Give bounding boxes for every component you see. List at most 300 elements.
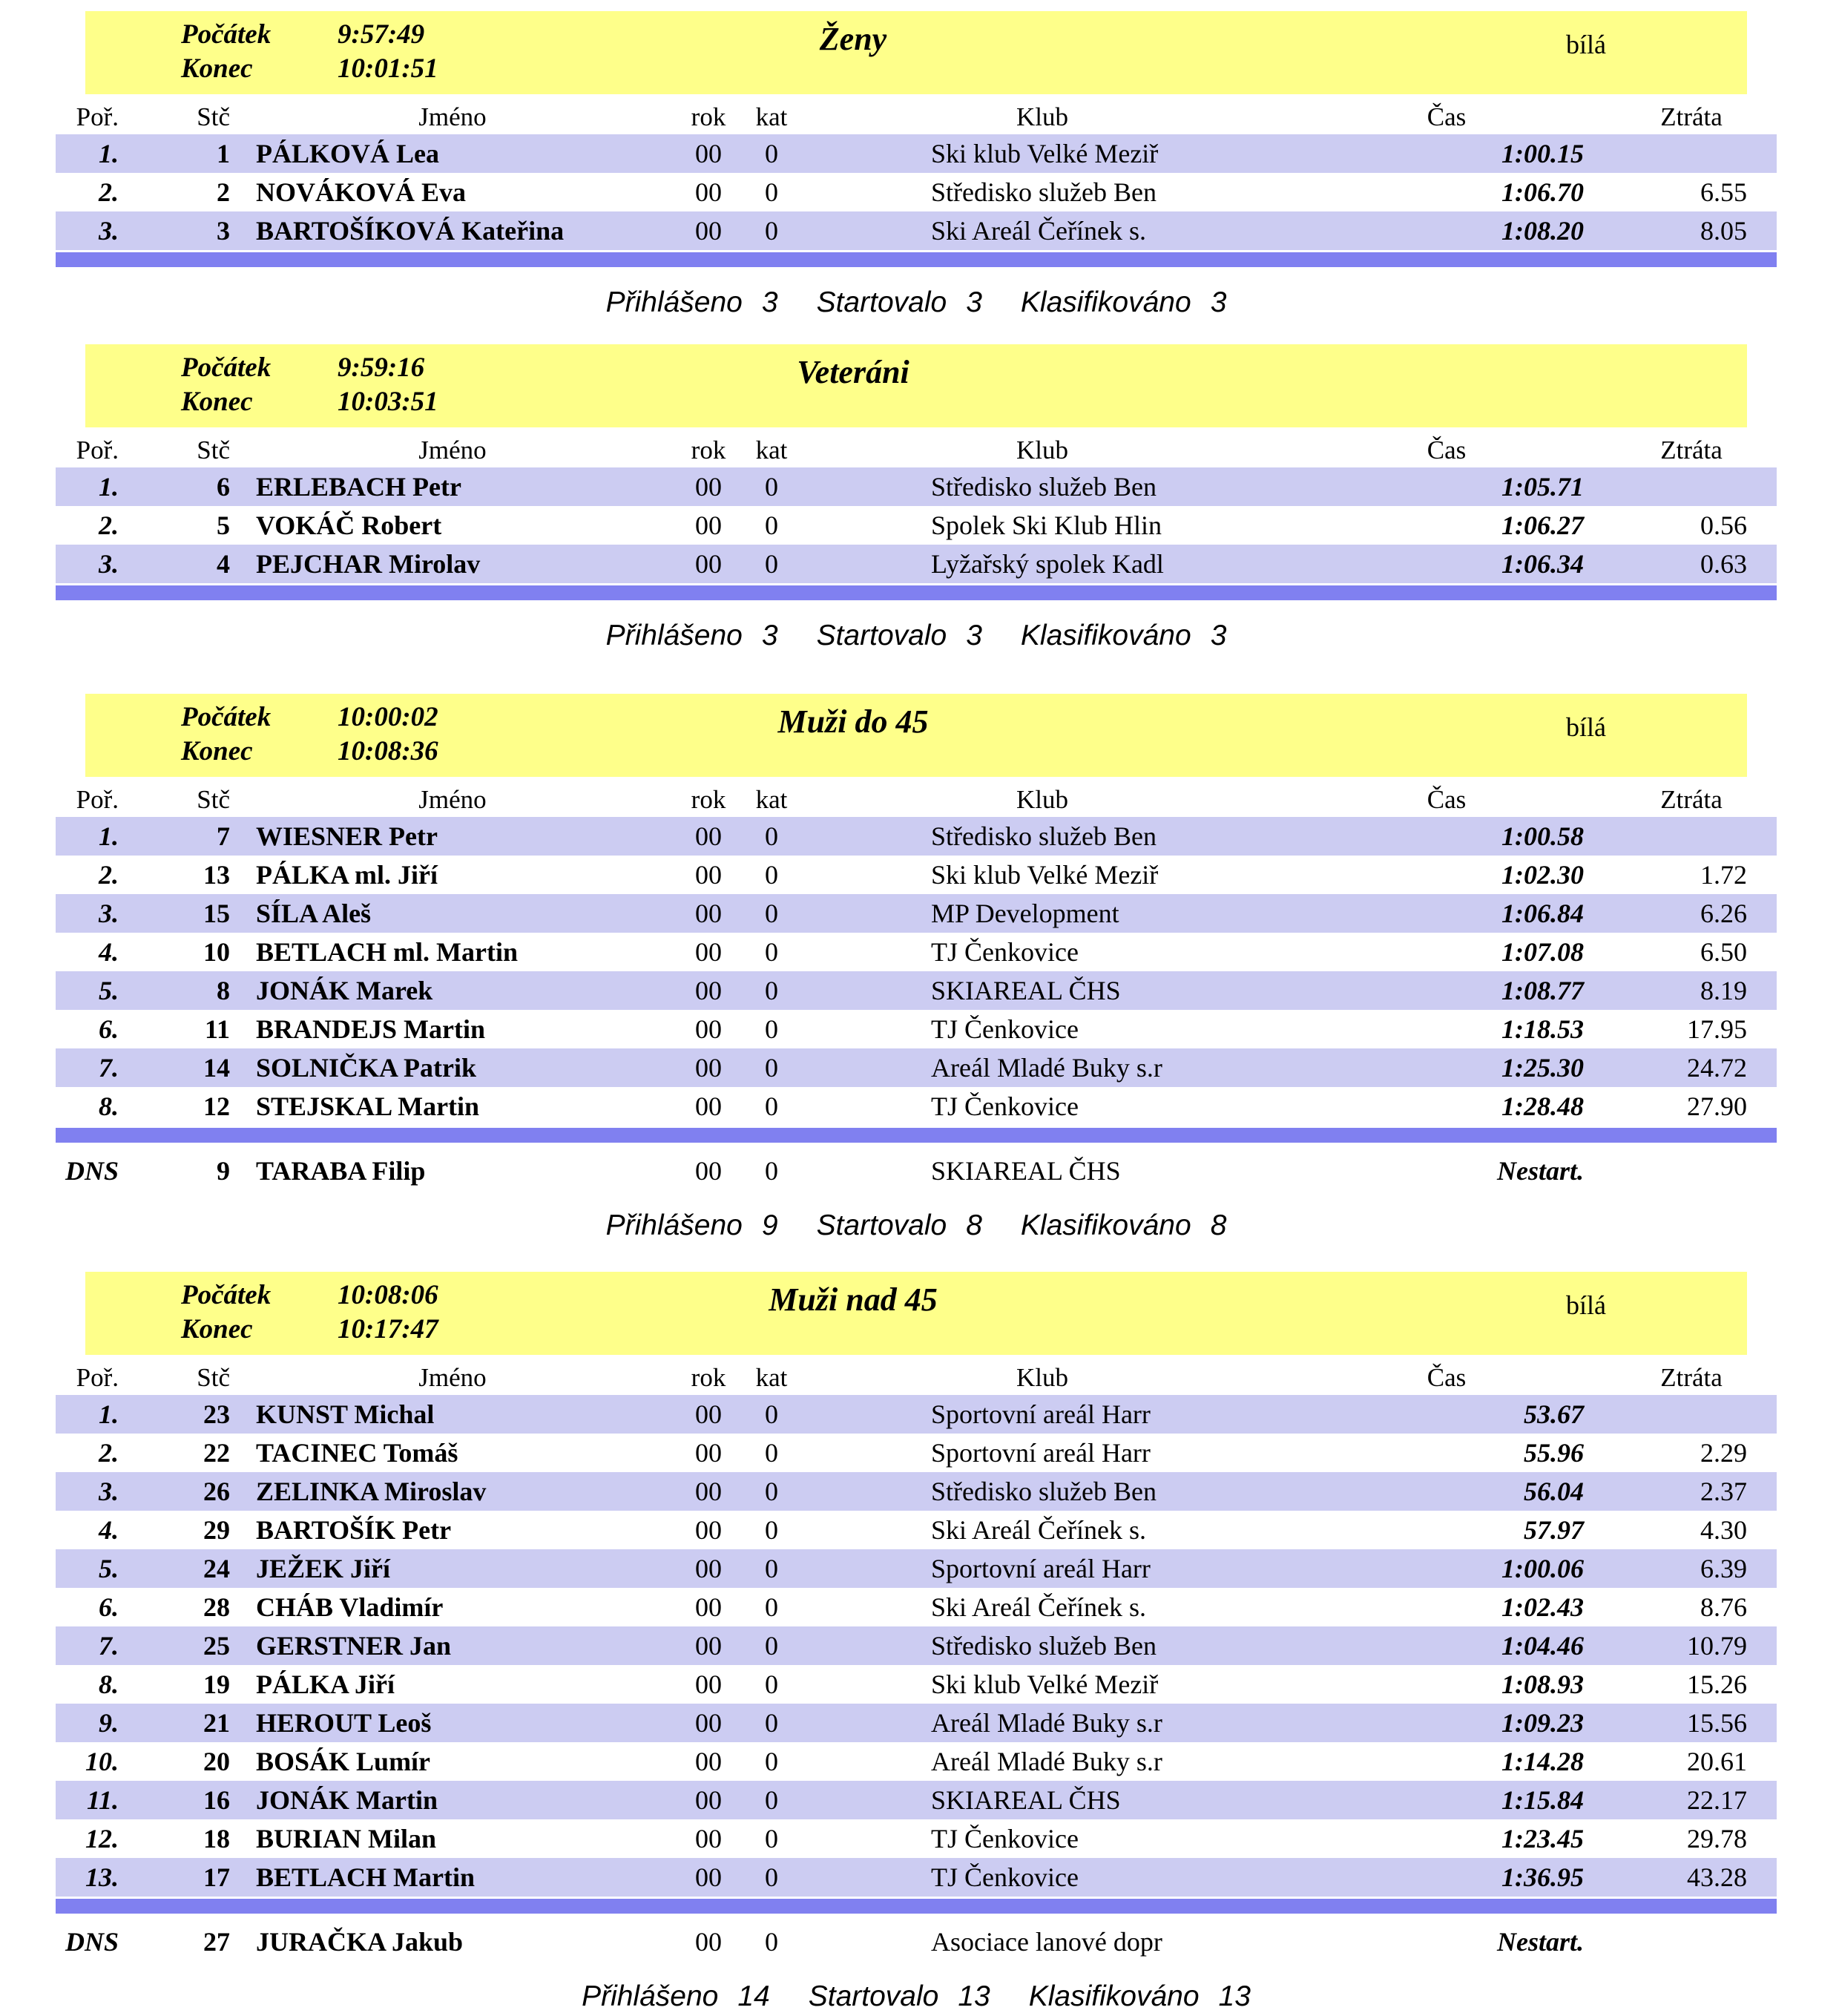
year-cell: 00 [695,216,722,246]
club-cell: TJ Čenkovice [931,1091,1079,1121]
course-note: bílá [1566,712,1606,742]
rank-cell: 1. [99,472,119,502]
rank-cell: 11. [86,1785,119,1815]
course-note: bílá [1566,1290,1606,1320]
started-count: 3 [966,620,982,651]
bib-cell: 22 [203,1438,230,1468]
result-row [56,1704,1777,1742]
result-row [56,894,1777,933]
name-cell: BOSÁK Lumír [256,1747,431,1776]
club-cell: Ski Areál Čeřínek s. [931,1515,1146,1545]
classified-count: 13 [1218,1980,1251,2012]
time-cell: 1:00.58 [1501,821,1584,851]
time-cell: Nestart. [1497,1156,1584,1186]
start-label: Počátek [181,1280,272,1310]
registered-count: 3 [761,620,778,651]
col-header-name: Jméno [418,1363,487,1392]
bib-cell: 1 [217,139,230,168]
result-row [56,1511,1777,1549]
course-note: bílá [1566,30,1606,59]
result-row [56,1472,1777,1511]
category-section [0,694,1839,1242]
cat-cell: 0 [765,1824,778,1854]
result-row [56,173,1777,211]
rank-cell: 7. [99,1631,119,1661]
year-cell: 00 [695,1747,722,1776]
name-cell: HEROUT Leoš [256,1708,432,1738]
bib-cell: 4 [217,549,230,579]
category-title: Ženy [819,21,887,57]
cat-cell: 0 [765,177,778,207]
col-header-time: Čas [1427,436,1467,464]
club-cell: Areál Mladé Buky s.r [931,1053,1162,1083]
col-header-year: rok [691,785,726,814]
time-cell: 1:00.15 [1501,139,1584,168]
year-cell: 00 [695,976,722,1005]
registered-label: Přihlášeno [605,620,743,651]
club-cell: TJ Čenkovice [931,937,1079,967]
time-cell: 1:05.71 [1501,472,1584,502]
result-row [56,1781,1777,1819]
rank-cell: 10. [85,1747,119,1776]
name-cell: BURIAN Milan [256,1824,437,1854]
time-cell: 1:08.77 [1501,976,1584,1005]
gap-cell: 10.79 [1687,1631,1747,1661]
bib-cell: 25 [203,1631,230,1661]
name-cell: JURAČKA Jakub [256,1927,464,1957]
bib-cell: 13 [203,860,230,890]
time-cell: 1:07.08 [1501,937,1584,967]
col-header-year: rok [691,102,726,131]
name-cell: JONÁK Martin [256,1785,438,1815]
category-header-band [85,344,1747,427]
club-cell: Sportovní areál Harr [931,1399,1151,1429]
started-label: Startovalo [816,1209,947,1241]
year-cell: 00 [695,549,722,579]
club-cell: Středisko služeb Ben [931,177,1157,207]
time-cell: 1:04.46 [1501,1631,1584,1661]
club-cell: TJ Čenkovice [931,1862,1079,1892]
rank-cell: 2. [99,1438,119,1468]
cat-cell: 0 [765,1156,778,1186]
result-row [56,1010,1777,1048]
rank-cell: 3. [99,216,119,246]
gap-cell: 1.72 [1700,860,1747,890]
cat-cell: 0 [765,1053,778,1083]
col-header-rank: Poř. [76,102,119,131]
separator-bar [56,252,1777,267]
cat-cell: 0 [765,1785,778,1815]
start-label: Počátek [181,702,272,732]
club-cell: Ski klub Velké Meziř [931,860,1159,890]
started-label: Startovalo [816,286,947,318]
year-cell: 00 [695,1824,722,1854]
col-header-name: Jméno [418,785,487,814]
name-cell: WIESNER Petr [256,821,438,851]
cat-cell: 0 [765,899,778,928]
rank-cell: 3. [99,1477,119,1506]
rank-cell: 8. [99,1091,119,1121]
end-label: Konec [181,1314,253,1344]
result-row [56,1742,1777,1781]
name-cell: PÁLKOVÁ Lea [256,139,439,168]
col-header-gap: Ztráta [1660,436,1723,464]
bib-cell: 3 [217,216,230,246]
end-time-value: 10:03:51 [338,387,438,417]
bib-cell: 23 [203,1399,230,1429]
bib-cell: 8 [217,976,230,1005]
year-cell: 00 [695,821,722,851]
bib-cell: 17 [203,1862,230,1892]
bib-cell: 27 [203,1927,230,1957]
result-row [56,1665,1777,1704]
year-cell: 00 [695,1399,722,1429]
year-cell: 00 [695,1014,722,1044]
time-cell: 1:14.28 [1501,1747,1584,1776]
time-cell: 1:25.30 [1501,1053,1584,1083]
time-cell: 1:02.43 [1501,1592,1584,1622]
classified-label: Klasifikováno [1020,286,1191,318]
name-cell: NOVÁKOVÁ Eva [256,177,467,207]
time-cell: 55.96 [1524,1438,1584,1468]
col-header-cat: kat [755,785,788,814]
col-header-cat: kat [755,1363,788,1392]
club-cell: Středisko služeb Ben [931,1631,1157,1661]
club-cell: Ski klub Velké Meziř [931,139,1159,168]
rank-cell: 5. [99,976,119,1005]
gap-cell: 29.78 [1687,1824,1747,1854]
rank-cell: DNS [65,1927,119,1957]
gap-cell: 15.56 [1687,1708,1747,1738]
category-section [0,11,1839,319]
summary-line [56,1209,1777,1242]
time-cell: 1:08.93 [1501,1669,1584,1699]
time-cell: 1:00.06 [1501,1554,1584,1583]
category-title: Veteráni [797,354,909,390]
cat-cell: 0 [765,1747,778,1776]
started-label: Startovalo [808,1980,939,2012]
rank-cell: 13. [85,1862,119,1892]
classified-label: Klasifikováno [1028,1980,1200,2012]
col-header-club: Klub [1016,436,1068,464]
result-row [56,1858,1777,1897]
time-cell: 1:18.53 [1501,1014,1584,1044]
name-cell: SÍLA Aleš [256,899,372,928]
time-cell: 1:06.27 [1501,510,1584,540]
col-header-name: Jméno [418,102,487,131]
name-cell: TACINEC Tomáš [256,1438,458,1468]
classified-label: Klasifikováno [1020,620,1191,651]
club-cell: TJ Čenkovice [931,1014,1079,1044]
club-cell: Areál Mladé Buky s.r [931,1747,1162,1776]
registered-label: Přihlášeno [605,1209,743,1241]
name-cell: GERSTNER Jan [256,1631,452,1661]
cat-cell: 0 [765,821,778,851]
time-cell: 1:06.84 [1501,899,1584,928]
result-row [56,933,1777,971]
end-label: Konec [181,53,253,84]
name-cell: BETLACH ml. Martin [256,937,519,967]
bib-cell: 24 [203,1554,230,1583]
result-row [56,1549,1777,1588]
name-cell: BETLACH Martin [256,1862,476,1892]
category-header-band [85,694,1747,777]
registered-label: Přihlášeno [582,1980,719,2012]
time-cell: 1:08.20 [1501,216,1584,246]
gap-cell: 22.17 [1687,1785,1747,1815]
year-cell: 00 [695,1053,722,1083]
year-cell: 00 [695,1785,722,1815]
rank-cell: 1. [99,1399,119,1429]
category-section [0,344,1839,652]
result-row [56,211,1777,250]
name-cell: SOLNIČKA Patrik [256,1053,477,1083]
cat-cell: 0 [765,860,778,890]
time-cell: 1:09.23 [1501,1708,1584,1738]
result-row [56,971,1777,1010]
column-header-row [56,1361,1777,1395]
name-cell: ERLEBACH Petr [256,472,461,502]
result-row [56,1626,1777,1665]
bib-cell: 15 [203,899,230,928]
gap-cell: 2.29 [1700,1438,1747,1468]
time-cell: 1:06.70 [1501,177,1584,207]
year-cell: 00 [695,1862,722,1892]
col-header-rank: Poř. [76,1363,119,1392]
results-table [56,433,1777,652]
year-cell: 00 [695,510,722,540]
cat-cell: 0 [765,549,778,579]
year-cell: 00 [695,1927,722,1957]
started-label: Startovalo [816,620,947,651]
year-cell: 00 [695,472,722,502]
col-header-year: rok [691,436,726,464]
cat-cell: 0 [765,1399,778,1429]
club-cell: TJ Čenkovice [931,1824,1079,1854]
cat-cell: 0 [765,1669,778,1699]
cat-cell: 0 [765,976,778,1005]
bib-cell: 5 [217,510,230,540]
result-row [56,817,1777,856]
bib-cell: 9 [217,1156,230,1186]
cat-cell: 0 [765,1515,778,1545]
cat-cell: 0 [765,139,778,168]
gap-cell: 6.50 [1700,937,1747,967]
classified-label: Klasifikováno [1020,1209,1191,1241]
gap-cell: 8.76 [1700,1592,1747,1622]
column-header-row [56,783,1777,817]
col-header-time: Čas [1427,1363,1467,1392]
col-header-bib: Stč [197,102,230,131]
dns-row [56,1923,1777,1961]
end-label: Konec [181,387,253,417]
column-header-row [56,100,1777,134]
started-count: 8 [966,1209,982,1241]
bib-cell: 7 [217,821,230,851]
time-cell: 53.67 [1524,1399,1584,1429]
col-header-gap: Ztráta [1660,785,1723,814]
rank-cell: 5. [99,1554,119,1583]
rank-cell: 2. [99,177,119,207]
gap-cell: 17.95 [1687,1014,1747,1044]
cat-cell: 0 [765,1592,778,1622]
cat-cell: 0 [765,216,778,246]
col-header-bib: Stč [197,436,230,464]
rank-cell: 4. [99,937,119,967]
cat-cell: 0 [765,1438,778,1468]
dns-row [56,1152,1777,1190]
category-title: Muži nad 45 [769,1281,938,1318]
club-cell: Ski klub Velké Meziř [931,1669,1159,1699]
rank-cell: 6. [99,1014,119,1044]
year-cell: 00 [695,1669,722,1699]
bib-cell: 20 [203,1747,230,1776]
time-cell: 1:28.48 [1501,1091,1584,1121]
gap-cell: 8.05 [1700,216,1747,246]
time-cell: 1:15.84 [1501,1785,1584,1815]
year-cell: 00 [695,139,722,168]
name-cell: PEJCHAR Mirolav [256,549,481,579]
time-cell: 1:06.34 [1501,549,1584,579]
time-cell: 57.97 [1524,1515,1584,1545]
name-cell: CHÁB Vladimír [256,1592,444,1622]
rank-cell: 12. [85,1824,119,1854]
year-cell: 00 [695,1708,722,1738]
summary-line [56,1980,1777,2013]
col-header-rank: Poř. [76,436,119,464]
col-header-name: Jméno [418,436,487,464]
col-header-rank: Poř. [76,785,119,814]
started-count: 13 [958,1980,990,2012]
name-cell: JONÁK Marek [256,976,433,1005]
rank-cell: 6. [99,1592,119,1622]
bib-cell: 14 [203,1053,230,1083]
bib-cell: 10 [203,937,230,967]
time-cell: 1:36.95 [1501,1862,1584,1892]
rank-cell: 2. [99,510,119,540]
rank-cell: 7. [99,1053,119,1083]
cat-cell: 0 [765,1091,778,1121]
classified-count: 8 [1210,1209,1227,1241]
name-cell: BRANDEJS Martin [256,1014,486,1044]
classified-count: 3 [1210,286,1227,318]
year-cell: 00 [695,1477,722,1506]
result-row [56,1087,1777,1126]
rank-cell: 3. [99,549,119,579]
name-cell: TARABA Filip [256,1156,426,1186]
year-cell: 00 [695,1631,722,1661]
rank-cell: 4. [99,1515,119,1545]
result-row [56,1434,1777,1472]
bib-cell: 28 [203,1592,230,1622]
year-cell: 00 [695,860,722,890]
gap-cell: 0.56 [1700,510,1747,540]
col-header-club: Klub [1016,102,1068,131]
col-header-cat: kat [755,436,788,464]
result-row [56,545,1777,583]
name-cell: JEŽEK Jiří [256,1554,391,1583]
club-cell: MP Development [931,899,1119,928]
cat-cell: 0 [765,1477,778,1506]
name-cell: ZELINKA Miroslav [256,1477,487,1506]
club-cell: SKIAREAL ČHS [931,1156,1121,1186]
name-cell: STEJSKAL Martin [256,1091,480,1121]
summary-line [56,286,1777,319]
club-cell: Lyžařský spolek Kadl [931,549,1164,579]
rank-cell: 1. [99,821,119,851]
year-cell: 00 [695,937,722,967]
rank-cell: DNS [65,1156,119,1186]
bib-cell: 18 [203,1824,230,1854]
cat-cell: 0 [765,937,778,967]
gap-cell: 4.30 [1700,1515,1747,1545]
gap-cell: 15.26 [1687,1669,1747,1699]
gap-cell: 24.72 [1687,1053,1747,1083]
result-row [56,1819,1777,1858]
col-header-gap: Ztráta [1660,1363,1723,1392]
year-cell: 00 [695,1554,722,1583]
col-header-time: Čas [1427,102,1467,131]
bib-cell: 19 [203,1669,230,1699]
results-table [56,783,1777,1242]
cat-cell: 0 [765,1708,778,1738]
end-time-value: 10:01:51 [338,53,438,84]
sections-container [0,11,1839,2013]
category-header-band [85,11,1747,94]
registered-count: 14 [737,1980,770,2012]
year-cell: 00 [695,1515,722,1545]
gap-cell: 43.28 [1687,1862,1747,1892]
bib-cell: 21 [203,1708,230,1738]
registered-count: 3 [761,286,778,318]
end-time-value: 10:17:47 [338,1314,438,1344]
end-label: Konec [181,736,253,766]
gap-cell: 20.61 [1687,1747,1747,1776]
cat-cell: 0 [765,1862,778,1892]
column-header-row [56,433,1777,467]
rank-cell: 8. [99,1669,119,1699]
club-cell: Sportovní areál Harr [931,1438,1151,1468]
gap-cell: 0.63 [1700,549,1747,579]
summary-line [56,620,1777,652]
category-section [0,1272,1839,2013]
start-label: Počátek [181,19,272,50]
col-header-club: Klub [1016,1363,1068,1392]
gap-cell: 2.37 [1700,1477,1747,1506]
time-cell: 1:23.45 [1501,1824,1584,1854]
cat-cell: 0 [765,472,778,502]
col-header-cat: kat [755,102,788,131]
club-cell: Areál Mladé Buky s.r [931,1708,1162,1738]
start-time-value: 10:00:02 [338,702,438,732]
club-cell: Ski Areál Čeřínek s. [931,1592,1146,1622]
rank-cell: 2. [99,860,119,890]
classified-count: 3 [1210,620,1227,651]
bib-cell: 11 [204,1014,230,1044]
result-row [56,134,1777,173]
results-table [56,1361,1777,2013]
result-row [56,1588,1777,1626]
col-header-year: rok [691,1363,726,1392]
bib-cell: 29 [203,1515,230,1545]
started-count: 3 [966,286,982,318]
year-cell: 00 [695,1592,722,1622]
name-cell: KUNST Michal [256,1399,435,1429]
year-cell: 00 [695,899,722,928]
club-cell: Středisko služeb Ben [931,472,1157,502]
results-table [56,100,1777,319]
club-cell: Spolek Ski Klub Hlin [931,510,1162,540]
